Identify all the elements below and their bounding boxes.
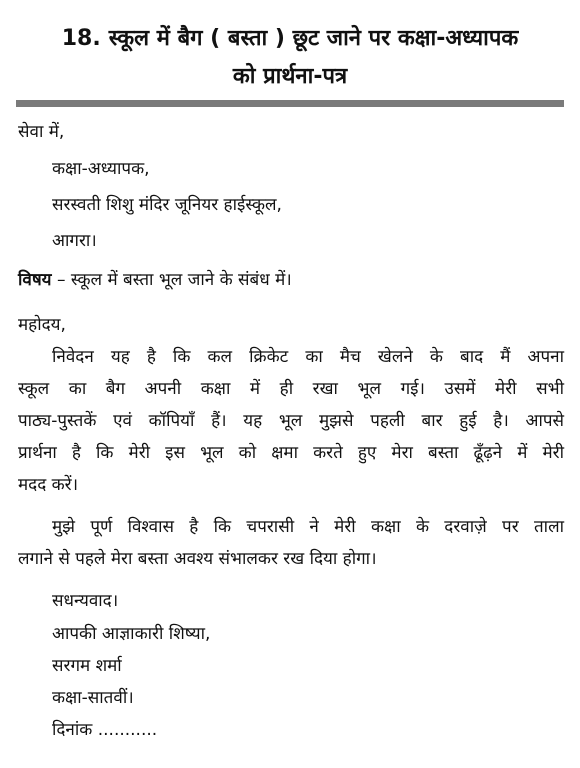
para2-line: लगाने से पहले मेरा बस्ता अवश्य संभालकर रख दिया होगा। bbox=[18, 549, 377, 569]
sender-class: कक्षा-सातवीं। bbox=[52, 688, 134, 708]
recipient: कक्षा-अध्यापक, bbox=[52, 159, 150, 179]
para1-line: पाठ्य-पुस्तकें एवं कॉपियाँ हैं। यह भूल मुझसे पहली बार हुई है। आपसे bbox=[18, 411, 564, 431]
letter-title-line-1 bbox=[16, 22, 564, 56]
para1-line: स्कूल का बैग अपनी कक्षा में ही रखा भूल गई। उसमें मेरी सभी bbox=[18, 379, 564, 399]
greeting: महोदय, bbox=[18, 315, 66, 335]
date-line: दिनांक ........... bbox=[52, 720, 158, 740]
title-divider bbox=[16, 100, 564, 107]
sender-name: सरगम शर्मा bbox=[52, 656, 122, 676]
subject-line bbox=[18, 268, 292, 292]
closing-regards: आपकी आज्ञाकारी शिष्या, bbox=[52, 624, 211, 644]
subject-label: विषय bbox=[18, 270, 52, 290]
para1-line: प्रार्थना है कि मेरी इस भूल को क्षमा करते हुए मेरा बस्ता ढूँढ़ने में मेरी bbox=[18, 443, 564, 463]
closing-thanks: सधन्यवाद। bbox=[52, 591, 119, 611]
subject-text: – स्कूल में बस्ता भूल जाने के संबंध में। bbox=[51, 270, 292, 290]
para1-line: मदद करें। bbox=[18, 475, 79, 495]
para2-line: मुझे पूर्ण विश्वास है कि चपरासी ने मेरी कक्षा के दरवाज़े पर ताला bbox=[52, 517, 564, 537]
city: आगरा। bbox=[52, 231, 97, 251]
para1-line: निवेदन यह है कि कल क्रिकेट का मैच खेलने के बाद मैं अपना bbox=[52, 347, 564, 367]
question-number: 18. bbox=[61, 26, 101, 51]
letter-title-line-2: को प्रार्थना-पत्र bbox=[232, 64, 348, 89]
school-name: सरस्वती शिशु मंदिर जूनियर हाईस्कूल, bbox=[52, 195, 282, 215]
salutation-to: सेवा में, bbox=[18, 122, 65, 142]
title-text-1: स्कूल में बैग ( बस्ता ) छूट जाने पर कक्षा-अध्यापक bbox=[108, 26, 519, 51]
